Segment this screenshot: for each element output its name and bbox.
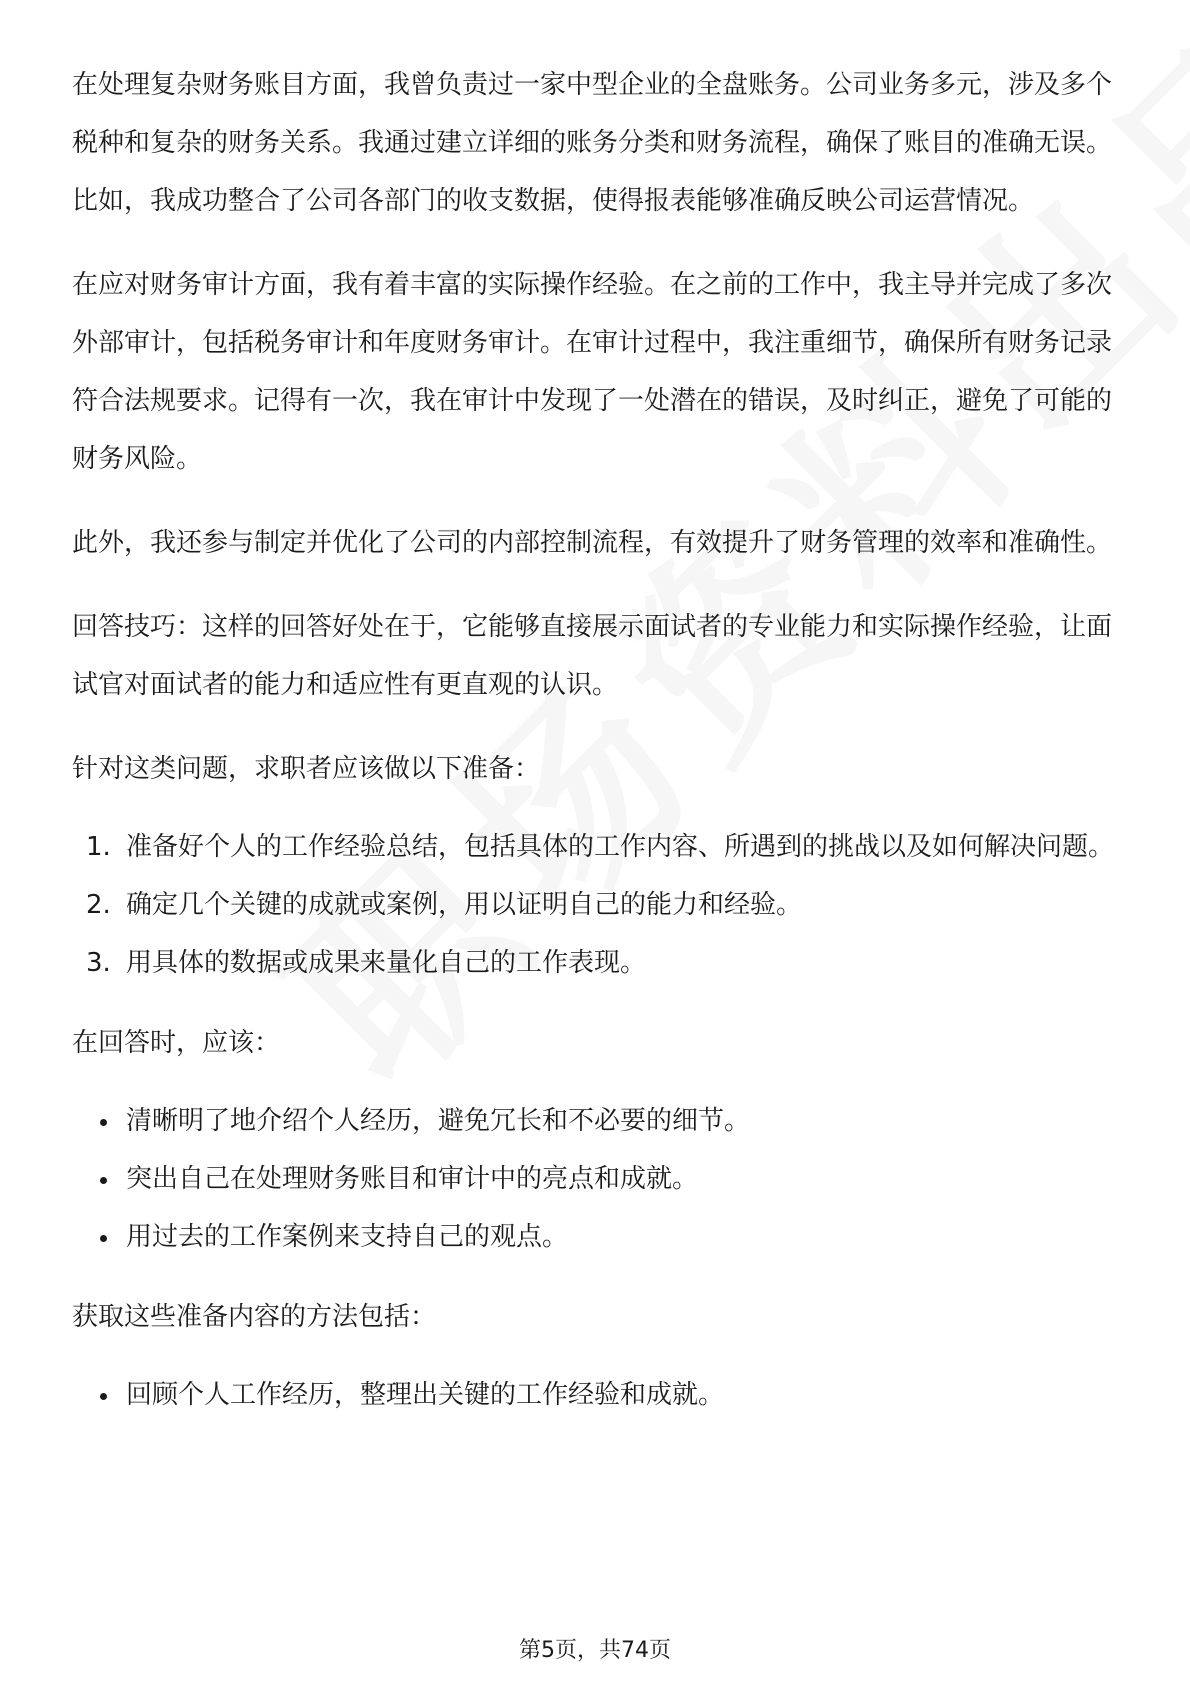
list-item-text: 用过去的工作案例来支持自己的观点。	[126, 1222, 569, 1252]
list-item-text: 确定几个关键的成就或案例，用以证明自己的能力和经验。	[126, 890, 803, 920]
list-item-text: 用具体的数据或成果来量化自己的工作表现。	[126, 948, 647, 978]
paragraph-audit: 在应对财务审计方面，我有着丰富的实际操作经验。在之前的工作中，我主导并完成了多次外部审计，包括税务审计和年度财务审计。在审计过程中，我注重细节，确保所有财务记录符合法规要求。记得有一次，我在审计中发现了一处潜在的错误，及时纠正，避免了可能的财务风险。	[72, 270, 1113, 474]
document-body	[72, 56, 1118, 1446]
list-item-text: 回顾个人工作经历，整理出关键的工作经验和成就。	[126, 1380, 725, 1410]
bullet-icon	[100, 1393, 107, 1400]
prep-list	[72, 818, 1118, 992]
list-item	[72, 1092, 1118, 1150]
bullet-icon	[100, 1235, 107, 1242]
answer-list	[72, 1092, 1118, 1266]
paragraph-prep-intro: 针对这类问题，求职者应该做以下准备：	[72, 754, 541, 784]
page-number: 第5页，共74页	[519, 1638, 671, 1663]
paragraph-method-intro: 获取这些准备内容的方法包括：	[72, 1302, 437, 1332]
bullet-icon	[100, 1177, 107, 1184]
paragraph-internal-control: 此外，我还参与制定并优化了公司的内部控制流程，有效提升了财务管理的效率和准确性。	[72, 528, 1113, 558]
list-item-text: 准备好个人的工作经验总结，包括具体的工作内容、所遇到的挑战以及如何解决问题。	[126, 832, 1115, 862]
list-item	[72, 1208, 1118, 1266]
method-list	[72, 1366, 1118, 1424]
list-number: 3.	[86, 948, 111, 978]
paragraph-answer-tips: 回答技巧：这样的回答好处在于，它能够直接展示面试者的专业能力和实际操作经验，让面试官对面试者的能力和适应性有更直观的认识。	[72, 612, 1113, 700]
paragraph-ledger: 在处理复杂财务账目方面，我曾负责过一家中型企业的全盘账务。公司业务多元，涉及多个税种和复杂的财务关系。我通过建立详细的账务分类和财务流程，确保了账目的准确无误。比如，我成功整合了公司各部门的收支数据，使得报表能够准确反映公司运营情况。	[72, 70, 1113, 216]
bullet-icon	[100, 1119, 107, 1126]
list-item	[72, 1366, 1118, 1424]
list-item	[72, 1150, 1118, 1208]
list-item-text: 清晰明了地介绍个人经历，避免冗长和不必要的细节。	[126, 1106, 751, 1136]
list-number: 1.	[86, 832, 111, 862]
list-item	[72, 818, 1118, 876]
paragraph-answer-intro: 在回答时，应该：	[72, 1028, 281, 1058]
list-number: 2.	[86, 890, 111, 920]
list-item	[72, 934, 1118, 992]
list-item	[72, 876, 1118, 934]
list-item-text: 突出自己在处理财务账目和审计中的亮点和成就。	[126, 1164, 699, 1194]
